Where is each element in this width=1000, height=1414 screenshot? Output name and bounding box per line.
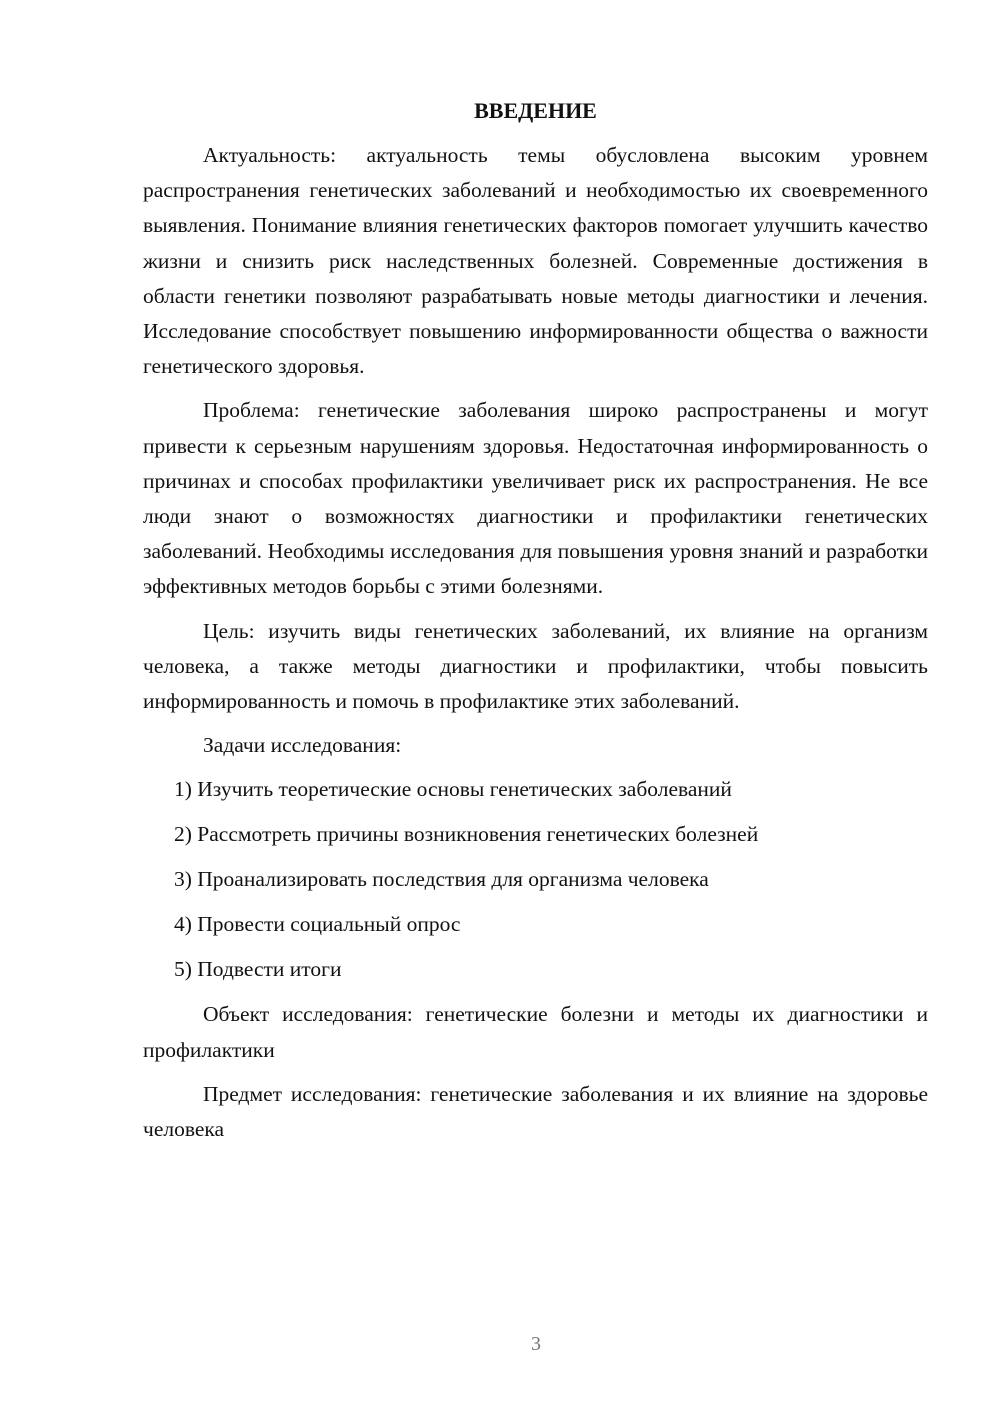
page-number: 3 <box>531 1333 541 1355</box>
tasks-heading: Задачи исследования: <box>203 733 402 758</box>
list-item: 1) Изучить теоретические основы генетических заболеваний <box>174 777 732 802</box>
paragraph-object: Объект исследования: генетические болезни и методы их диагностики и профилактики <box>143 1002 928 1062</box>
paragraph-relevance: Актуальность: актуальность темы обусловлена высоким уровнем распространения генетических заболеваний и необходимостью их своевременного выявления. Понимание влияния генетических факторов помогает улучшить качество жизни и снизить риск наследственных болезней. Современные достижения в области генетики позволяют разрабатывать новые методы диагностики и лечения. Исследование способствует повышению информированности общества о важности генетического здоровья. <box>143 143 928 379</box>
list-item: 4) Провести социальный опрос <box>174 912 461 937</box>
tasks-list <box>143 772 928 987</box>
document-page <box>143 96 928 1156</box>
list-item: 5) Подвести итоги <box>174 957 342 982</box>
paragraph-goal: Цель: изучить виды генетических заболеваний, их влияние на организм человека, а также методы диагностики и профилактики, чтобы повысить информированность и помочь в профилактике этих заболеваний. <box>143 618 928 714</box>
page-title: ВВЕДЕНИЕ <box>474 98 597 123</box>
paragraph-subject: Предмет исследования: генетические заболевания и их влияние на здоровье человека <box>143 1081 928 1142</box>
paragraph-problem: Проблема: генетические заболевания широко распространены и могут привести к серьезным нарушениям здоровья. Недостаточная информированность о причинах и способах профилактики увеличивает риск их распространения. Не все люди знают о возможностях диагностики и профилактики генетических заболеваний. Необходимы исследования для повышения уровня знаний и разработки эффективных методов борьбы с этими болезнями. <box>143 398 928 599</box>
list-item: 2) Рассмотреть причины возникновения генетических болезней <box>174 822 759 847</box>
list-item: 3) Проанализировать последствия для организма человека <box>174 867 709 892</box>
